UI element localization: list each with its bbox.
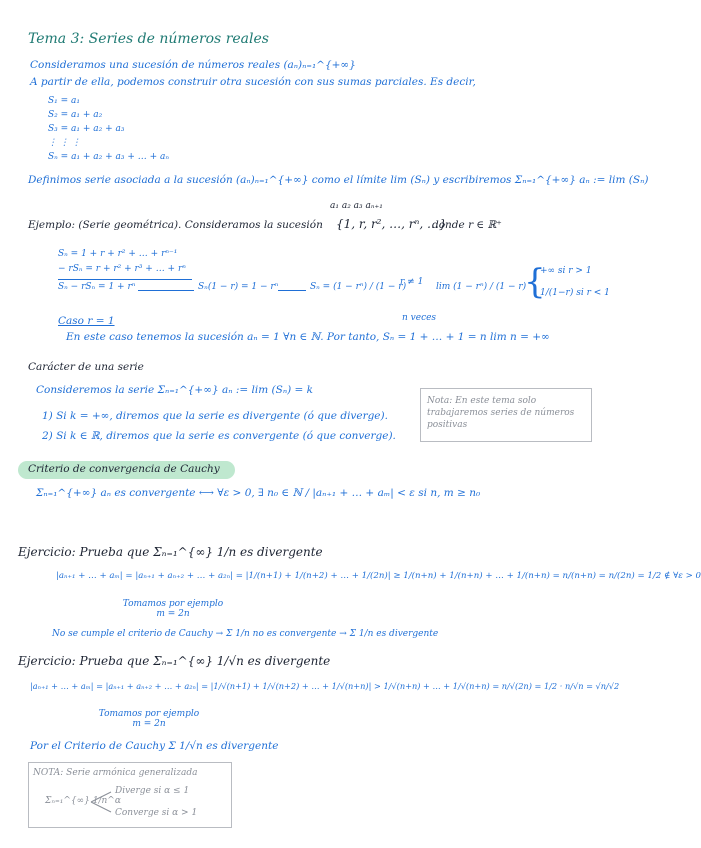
example-label: Ejemplo: (Serie geométrica). Consideramos la sucesión xyxy=(28,219,323,231)
exercise-2-conclusion: Por el Criterio de Cauchy Σ 1/√n es divergente xyxy=(30,740,279,752)
character-item-1: 1) Si k = +∞, diremos que la serie es divergente (ó que diverge). xyxy=(42,410,388,422)
character-line-1: Consideremos la serie Σₙ₌₁^{+∞} aₙ := lim (Sₙ) = k xyxy=(36,384,314,396)
cases-brace: { xyxy=(524,262,546,302)
exercise-2-note: Tomamos por ejemplo m = 2n xyxy=(98,709,200,729)
note-harmonic-title: NOTA: Serie armónica generalizada xyxy=(33,768,198,778)
case-r-lt-1: 1/(1−r) si r < 1 xyxy=(540,288,610,298)
exercise-1-math: |aₙ₊₁ + … + aₘ| = |aₙ₊₁ + aₙ₊₂ + … + a₂ₙ| = |1/(n+1) + 1/(n+2) + … + 1/(2n)| ≥ 1/(n+n) + 1/(n+n) + … + 1/(n+n) = n/(n+n) = n/(2n) = 1/2 ∉ ∀ε > 0 xyxy=(56,571,701,581)
arrow-1 xyxy=(138,290,194,291)
character-heading: Carácter de una serie xyxy=(28,361,144,373)
example-condition: donde r ∈ ℝ⁺ xyxy=(432,219,502,231)
note-converge: Converge si α > 1 xyxy=(115,808,198,818)
example-sequence: {1, r, r², …, rⁿ, …} xyxy=(336,217,447,231)
arrow-2 xyxy=(278,290,306,291)
case-r1-over: n veces xyxy=(402,313,437,323)
geo-line-1: Sₙ = 1 + r + r² + … + rⁿ⁻¹ xyxy=(58,249,178,259)
partial-sum-2: S₂ = a₁ + a₂ xyxy=(48,110,103,120)
intro-line-2: A partir de ella, podemos construir otra sucesión con sus sumas parciales. Es decir, xyxy=(30,76,476,88)
cauchy-statement: Σₙ₌₁^{+∞} aₙ es convergente ⟷ ∀ε > 0, ∃ n₀ ∈ ℕ / |aₙ₊₁ + … + aₘ| < ε si n, m ≥ n₀ xyxy=(36,487,481,499)
note-box-positive xyxy=(420,388,592,442)
note-diverge: Diverge si α ≤ 1 xyxy=(115,786,190,796)
exercise-1-note: Tomamos por ejemplo m = 2n xyxy=(122,599,224,619)
note-box-harmonic xyxy=(28,762,232,828)
geo-sn: Sₙ = (1 − rⁿ) / (1 − r) xyxy=(310,282,407,292)
sequence-indices: a₁ a₂ a₃ aₙ₊₁ xyxy=(330,201,383,211)
intro-line-1: Consideramos una sucesión de números reales (aₙ)ₙ₌₁^{+∞} xyxy=(30,59,356,71)
series-definition: Definimos serie asociada a la sucesión (aₙ)ₙ₌₁^{+∞} como el límite lim (Sₙ) y escribiremos Σₙ₌₁^{+∞} aₙ := lim (Sₙ) xyxy=(28,174,649,186)
branch-arrows xyxy=(89,789,115,815)
cauchy-heading: Criterio de convergencia de Cauchy xyxy=(28,463,220,475)
exercise-2-label: Ejercicio: Prueba que Σₙ₌₁^{∞} 1/√n es divergente xyxy=(18,654,331,668)
partial-sum-3: S₃ = a₁ + a₂ + a₃ xyxy=(48,124,125,134)
geo-line-3: Sₙ − rSₙ = 1 + rⁿ xyxy=(58,282,136,292)
note-positive-text: Nota: En este tema solo trabajaremos series de números positivas xyxy=(427,396,575,431)
note-harmonic-series: Σₙ₌₁^{∞} 1/n^α xyxy=(45,796,121,806)
partial-sum-1: S₁ = a₁ xyxy=(48,96,81,106)
partial-sum-dots: ⋮ ⋮ ⋮ xyxy=(48,138,81,148)
subtraction-rule xyxy=(58,279,192,280)
exercise-1-conclusion: No se cumple el criterio de Cauchy → Σ 1/n no es convergente → Σ 1/n es divergente xyxy=(52,629,439,639)
geo-limit: lim (1 − rⁿ) / (1 − r) xyxy=(436,282,527,292)
case-r1-title: Caso r = 1 xyxy=(58,315,115,327)
character-item-2: 2) Si k ∈ ℝ, diremos que la serie es convergente (ó que converge). xyxy=(42,430,396,442)
partial-sum-n: Sₙ = a₁ + a₂ + a₃ + … + aₙ xyxy=(48,152,170,162)
case-r1-line: En este caso tenemos la sucesión aₙ = 1 ∀n ∈ ℕ. Por tanto, Sₙ = 1 + … + 1 = n lim n = +∞ xyxy=(66,331,550,343)
geo-line-2: − rSₙ = r + r² + r³ + … + rⁿ xyxy=(58,264,186,274)
geo-r-cond: r ≠ 1 xyxy=(400,277,424,287)
exercise-1-label: Ejercicio: Prueba que Σₙ₌₁^{∞} 1/n es divergente xyxy=(18,545,323,559)
case-r-gt-1: +∞ si r > 1 xyxy=(540,266,592,276)
exercise-2-math: |aₙ₊₁ + … + aₘ| = |aₙ₊₁ + aₙ₊₂ + … + a₂ₙ| = |1/√(n+1) + 1/√(n+2) + … + 1/√(n+n)| > 1/√(n+n) + … + 1/√(n+n) = n/√(2n) = 1/2 · n/√n = √n/√2 xyxy=(30,681,620,691)
page-title: Tema 3: Series de números reales xyxy=(28,31,269,47)
geo-mid: Sₙ(1 − r) = 1 − rⁿ xyxy=(198,282,279,292)
